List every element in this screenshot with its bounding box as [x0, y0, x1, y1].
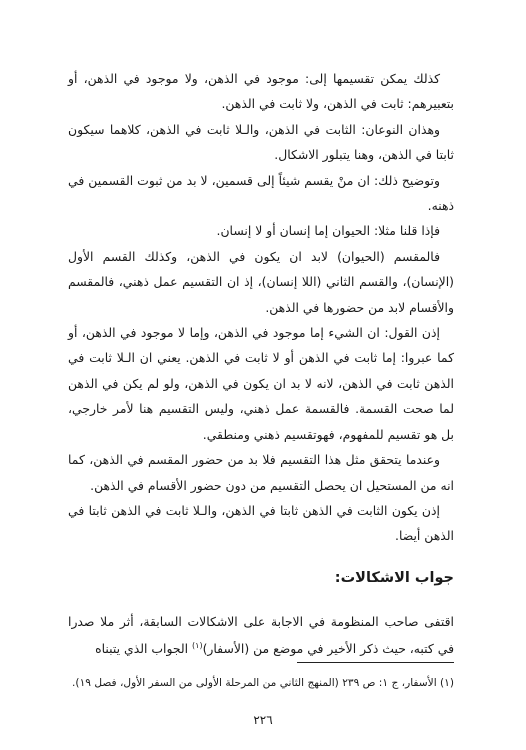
paragraph: وهذان النوعان: الثابت في الذهن، والـلا ثابت في الذهن، كلاهما سيكون ثابتا في الذهن، وهنا يتبلور الاشكال. — [68, 121, 454, 163]
footnote-divider — [297, 662, 454, 663]
paragraph: كذلك يمكن تقسيمها إلى: موجود في الذهن، ولا موجود في الذهن، أو بتعبيرهم: ثابت في الذهن، ولا ثابت في الذهن. — [68, 71, 454, 112]
paragraph: فإذا قلنا مثلا: الحيوان إما إنسان أو لا إنسان. — [216, 223, 440, 239]
paragraph: وعندما يتحقق مثل هذا التقسيم فلا بد من حضور المقسم في الذهن، كما انه من المستحيل ان يحصل التقسيم من دون حضور الأقسام في الذهن. — [68, 452, 454, 493]
footnote-reference[interactable]: (١) — [192, 641, 203, 651]
section-paragraph-text: اقتفى صاحب المنظومة في الاجابة على الاشكالات السابقة، أثر ملا صدرا في كتبه، حيث ذكر الأخير في موضع من (الأسفار) — [68, 614, 454, 657]
paragraph: فالمقسم (الحيوان) لابد ان يكون في الذهن، وكذلك القسم الأول (الإنسان)، والقسم الثاني (اللا إنسان)، إذ ان التقسيم عمل ذهني، فالمقسم والأقسام لابد من حضورها في الذهن. — [68, 248, 454, 315]
section-paragraph — [68, 610, 454, 661]
section-heading: جواب الاشكالات: — [334, 570, 454, 586]
page-number: ٢٢٦ — [253, 713, 273, 727]
paragraph: إذن القول: ان الشيء إما موجود في الذهن، وإما لا موجود في الذهن، أو كما عبروا: إما ثابت في الذهن أو لا ثابت في الذهن. يعني ان الـلا ثابت في الذهن ثابت في الذهن، لانه لا بد ان يكون في الذهن، ولو لم يكن في الذهن لما صحت القسمة. فالقسمة عمل ذهني، وليس التقسيم هنا لأمر خارجي، بل هو تقسيم للمفهوم، فهوتقسيم ذهني ومنطقي. — [68, 325, 454, 442]
paragraph: إذن يكون الثابت في الذهن ثابتا في الذهن، والـلا ثابت في الذهن ثابتا في الذهن أيضا. — [68, 502, 454, 544]
section-paragraph-text-end: الجواب الذي يتبناه — [95, 641, 193, 657]
paragraph: وتوضيح ذلك: ان منْ يقسم شيئاً إلى قسمين، لا بد من ثبوت القسمين في ذهنه. — [68, 172, 454, 214]
footnote: (١) الأسفار، ج ١: ص ٢٣٩ (المنهج الثاني من المرحلة الأولى من السفر الأول، فصل ١٩). — [72, 677, 454, 689]
main-text — [68, 66, 454, 549]
